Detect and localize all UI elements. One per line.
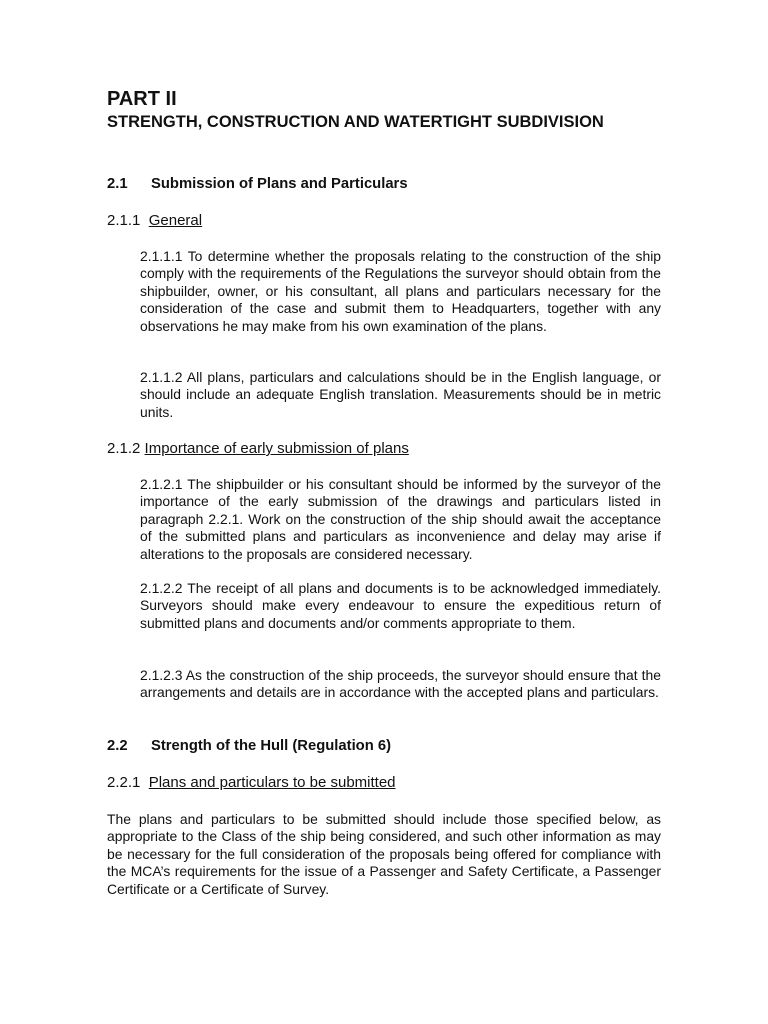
section-2-2-1-heading [107, 773, 396, 793]
part-title: STRENGTH, CONSTRUCTION AND WATERTIGHT SUBDIVISION [107, 113, 604, 131]
paragraph-2-1-1-1: 2.1.1.1 To determine whether the proposals relating to the construction of the ship comply with the requirements of the Regulations the surveyor should obtain from the shipbuilder, owner, or his consultant, all plans and particulars necessary for the consideration of the case and submit them to Headquarters, together with any observations he may make from his own examination of the plans. [140, 248, 661, 334]
section-number: 2.1 [107, 176, 128, 192]
section-title: Submission of Plans and Particulars [151, 176, 408, 192]
section-title: Strength of the Hull (Regulation 6) [151, 738, 392, 754]
section-number: 2.1.2 [107, 440, 141, 457]
section-number: 2.1.1 [107, 212, 141, 229]
section-2-1-1-heading [107, 211, 202, 231]
paragraph-2-1-1-2: 2.1.1.2 All plans, particulars and calculations should be in the English language, or should include an adequate English translation. Measurements should be in metric units. [140, 369, 661, 420]
section-2-2-heading [107, 736, 391, 756]
section-number: 2.2.1 [107, 774, 141, 791]
paragraph-2-1-2-1: 2.1.2.1 The shipbuilder or his consultant should be informed by the surveyor of the importance of the early submission of the drawings and particulars listed in paragraph 2.2.1. Work on the construction of the ship should await the acceptance of the submitted plans and particulars as inconvenience and delay may arise if alterations to the proposals are considered necessary. [140, 476, 661, 562]
section-2-1-heading [107, 174, 408, 194]
paragraph-2-1-2-2: 2.1.2.2 The receipt of all plans and documents is to be acknowledged immediately. Surveyors should make every endeavour to ensure the expeditious return of submitted plans and documents and/or comments appropriate to them. [140, 580, 661, 631]
part-heading: PART II [107, 88, 177, 110]
paragraph-2-1-2-3: 2.1.2.3 As the construction of the ship proceeds, the surveyor should ensure that the arrangements and details are in accordance with the accepted plans and particulars. [140, 667, 661, 701]
section-title: Importance of early submission of plans [144, 440, 409, 457]
section-title: General [148, 212, 203, 229]
paragraph-2-2-1: The plans and particulars to be submitted should include those specified below, as appropriate to the Class of the ship being considered, and such other information as may be necessary for the full consideration of the proposals being offered for compliance with the MCA’s requirements for the issue of a Passenger and Safety Certificate, a Passenger Certificate or a Certificate of Survey. [107, 811, 661, 897]
section-number: 2.2 [107, 738, 128, 754]
section-title: Plans and particulars to be submitted [148, 774, 396, 791]
section-2-1-2-heading [107, 439, 409, 459]
